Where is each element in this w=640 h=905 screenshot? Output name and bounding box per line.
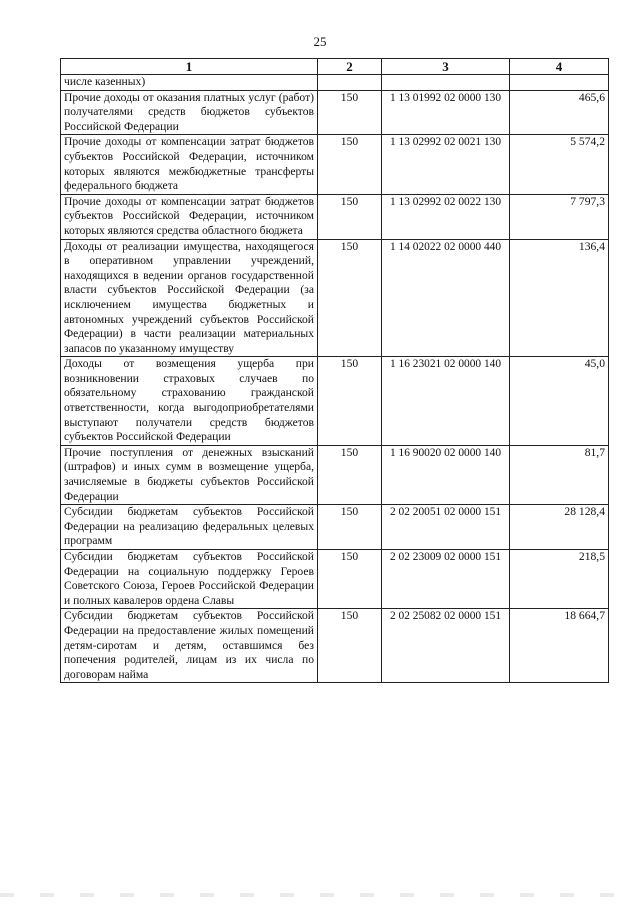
row-amount: 28 128,4 bbox=[510, 505, 609, 550]
row-admin-code: 150 bbox=[318, 357, 382, 446]
table-row bbox=[61, 609, 609, 683]
empty-cell bbox=[510, 75, 609, 91]
row-admin-code: 150 bbox=[318, 135, 382, 194]
column-header-4: 4 bbox=[510, 59, 609, 75]
row-admin-code: 150 bbox=[318, 445, 382, 504]
column-header-3: 3 bbox=[382, 59, 510, 75]
table-row bbox=[61, 445, 609, 504]
column-header-2: 2 bbox=[318, 59, 382, 75]
row-admin-code: 150 bbox=[318, 239, 382, 357]
empty-cell bbox=[318, 75, 382, 91]
table-row bbox=[61, 239, 609, 357]
row-budget-code: 1 14 02022 02 0000 440 bbox=[382, 239, 510, 357]
row-amount: 7 797,3 bbox=[510, 194, 609, 239]
row-name: Прочие доходы от компенсации затрат бюджетов субъектов Российской Федерации, источником которых являются межбюджетные трансферты федерального бюджета bbox=[61, 135, 318, 194]
page-number: 25 bbox=[313, 34, 327, 49]
table-row bbox=[61, 90, 609, 135]
table-row bbox=[61, 194, 609, 239]
row-budget-code: 1 16 90020 02 0000 140 bbox=[382, 445, 510, 504]
row-admin-code: 150 bbox=[318, 550, 382, 609]
row-budget-code: 2 02 23009 02 0000 151 bbox=[382, 550, 510, 609]
continuation-text: числе казенных) bbox=[61, 75, 318, 91]
column-header-1: 1 bbox=[61, 59, 318, 75]
row-budget-code: 1 13 02992 02 0021 130 bbox=[382, 135, 510, 194]
row-amount: 218,5 bbox=[510, 550, 609, 609]
row-amount: 81,7 bbox=[510, 445, 609, 504]
row-amount: 45,0 bbox=[510, 357, 609, 446]
row-name: Прочие доходы от компенсации затрат бюджетов субъектов Российской Федерации, источником которых являются средства областного бюджета bbox=[61, 194, 318, 239]
scan-artifact bbox=[0, 893, 640, 897]
row-admin-code: 150 bbox=[318, 505, 382, 550]
row-name: Прочие доходы от оказания платных услуг (работ) получателями средств бюджетов субъектов Российской Федерации bbox=[61, 90, 318, 135]
table-row bbox=[61, 550, 609, 609]
row-budget-code: 2 02 20051 02 0000 151 bbox=[382, 505, 510, 550]
row-budget-code: 1 13 01992 02 0000 130 bbox=[382, 90, 510, 135]
table-row bbox=[61, 135, 609, 194]
row-name: Субсидии бюджетам субъектов Российской Федерации на предоставление жилых помещений детям-сиротам и детям, оставшимся без попечения родителей, лицам из их числа по договорам найма bbox=[61, 609, 318, 683]
row-name: Доходы от возмещения ущерба при возникновении страховых случаев по обязательному страхованию гражданской ответственности, когда выгодоприобретателями выступают получатели средств бюджетов субъектов Российской Федерации bbox=[61, 357, 318, 446]
row-name: Доходы от реализации имущества, находящегося в оперативном управлении учреждений, находящихся в ведении органов государственной власти субъектов Российской Федерации (за исключением имущества бюджетных и автономных учреждений субъектов Российской Федерации) в части реализации материальных запасов по указанному имуществу bbox=[61, 239, 318, 357]
row-name: Прочие поступления от денежных взысканий (штрафов) и иных сумм в возмещение ущерба, зачисляемые в бюджеты субъектов Российской Федерации bbox=[61, 445, 318, 504]
row-name: Субсидии бюджетам субъектов Российской Федерации на реализацию федеральных целевых программ bbox=[61, 505, 318, 550]
revenue-table bbox=[60, 58, 609, 683]
row-amount: 5 574,2 bbox=[510, 135, 609, 194]
row-amount: 465,6 bbox=[510, 90, 609, 135]
row-budget-code: 1 13 02992 02 0022 130 bbox=[382, 194, 510, 239]
table-row bbox=[61, 357, 609, 446]
table-header-row bbox=[61, 59, 609, 75]
row-admin-code: 150 bbox=[318, 194, 382, 239]
row-budget-code: 1 16 23021 02 0000 140 bbox=[382, 357, 510, 446]
row-admin-code: 150 bbox=[318, 609, 382, 683]
row-admin-code: 150 bbox=[318, 90, 382, 135]
row-amount: 136,4 bbox=[510, 239, 609, 357]
table-row bbox=[61, 505, 609, 550]
row-name: Субсидии бюджетам субъектов Российской Федерации на социальную поддержку Героев Советского Союза, Героев Российской Федерации и полных кавалеров ордена Славы bbox=[61, 550, 318, 609]
empty-cell bbox=[382, 75, 510, 91]
row-budget-code: 2 02 25082 02 0000 151 bbox=[382, 609, 510, 683]
row-amount: 18 664,7 bbox=[510, 609, 609, 683]
continuation-row bbox=[61, 75, 609, 91]
